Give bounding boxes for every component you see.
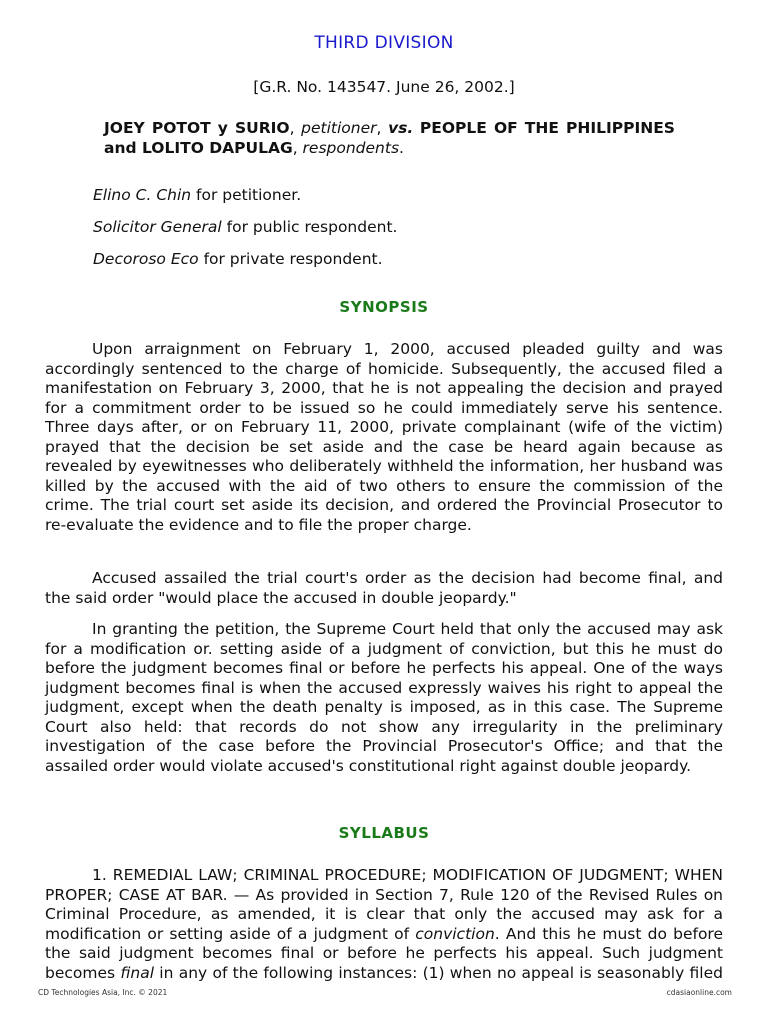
syllabus-text: 1. REMEDIAL LAW; CRIMINAL PROCEDURE; MODIFICATION OF JUDGMENT; WHEN PROPER; CASE AT BAR. — As provided in Section 7, Rule 120 of the Revised Rules on Criminal Procedure, as amended, it is clear that only the accused may ask for a modification or setting aside of a judgment of: [45, 866, 723, 943]
counsel-public-respondent: [93, 218, 397, 236]
petitioner-name: JOEY POTOT y SURIO: [104, 119, 290, 137]
syllabus-text: in any of the following instances: (1) when no appeal is seasonably filed: [159, 963, 723, 982]
counsel-private-respondent: [93, 250, 383, 268]
respondent-names: PEOPLE OF THE PHILIPPINES and LOLITO DAPULAG: [104, 119, 675, 157]
syllabus-text: . And this he must do before the said judgment becomes final or before he perfects his appeal. Such judgment becomes: [45, 924, 723, 982]
counsel-role: for public respondent.: [226, 218, 398, 236]
synopsis-heading: SYNOPSIS: [339, 298, 429, 316]
petitioner-role: petitioner: [301, 119, 377, 137]
versus-label: vs.: [388, 119, 414, 137]
respondent-role: respondents: [302, 138, 400, 157]
counsel-name: Decoroso Eco: [93, 250, 199, 268]
footer-copyright: CD Technologies Asia, Inc. © 2021: [38, 988, 168, 997]
syllabus-heading: SYLLABUS: [338, 824, 430, 842]
case-parties: JOEY POTOT y SURIO, petitioner, vs. PEOPLE OF THE PHILIPPINES and LOLITO DAPULAG, respondents.: [104, 119, 675, 157]
syllabus-item: [45, 866, 723, 984]
counsel-role: for petitioner.: [196, 186, 302, 204]
syllabus-emphasis: conviction: [415, 924, 495, 943]
case-number: [G.R. No. 143547. June 26, 2002.]: [253, 78, 515, 96]
synopsis-paragraph: Upon arraignment on February 1, 2000, accused pleaded guilty and was accordingly sentenced to the charge of homicide. Subsequently, the accused filed a manifestation on February 3, 2000, that he is not appealing the decision and prayed for a commitment order to be issued so he could immediately serve his sentence. Three days after, or on February 11, 2000, private complainant (wife of the victim) prayed that the decision be set aside and the case be heard again because as revealed by eyewitnesses who deliberately withheld the information, her husband was killed by the accused with the aid of two others to ensure the commission of the crime. The trial court set aside its decision, and ordered the Provincial Prosecutor to re-evaluate the evidence and to file the proper charge.: [45, 340, 723, 534]
counsel-petitioner: [93, 186, 301, 204]
footer-website: cdasiaonline.com: [666, 988, 732, 997]
counsel-name: Elino C. Chin: [93, 186, 192, 204]
division-heading: THIRD DIVISION: [314, 33, 454, 53]
synopsis-paragraph: In granting the petition, the Supreme Court held that only the accused may ask for a modification or. setting aside of a judgment of conviction, but this he must do before the judgment becomes final or before he perfects his appeal. One of the ways judgment becomes final is when the accused expressly waives his right to appeal the judgment, except when the death penalty is imposed, as in this case. The Supreme Court also held: that records do not show any irregularity in the preliminary investigation of the case before the Provincial Prosecutor's Office; and that the assailed order would violate accused's constitutional right against double jeopardy.: [45, 620, 723, 775]
syllabus-emphasis: final: [120, 963, 155, 982]
counsel-name: Solicitor General: [93, 218, 222, 236]
synopsis-paragraph: Accused assailed the trial court's order as the decision had become final, and the said order "would place the accused in double jeopardy.": [45, 569, 723, 607]
counsel-role: for private respondent.: [203, 250, 383, 268]
